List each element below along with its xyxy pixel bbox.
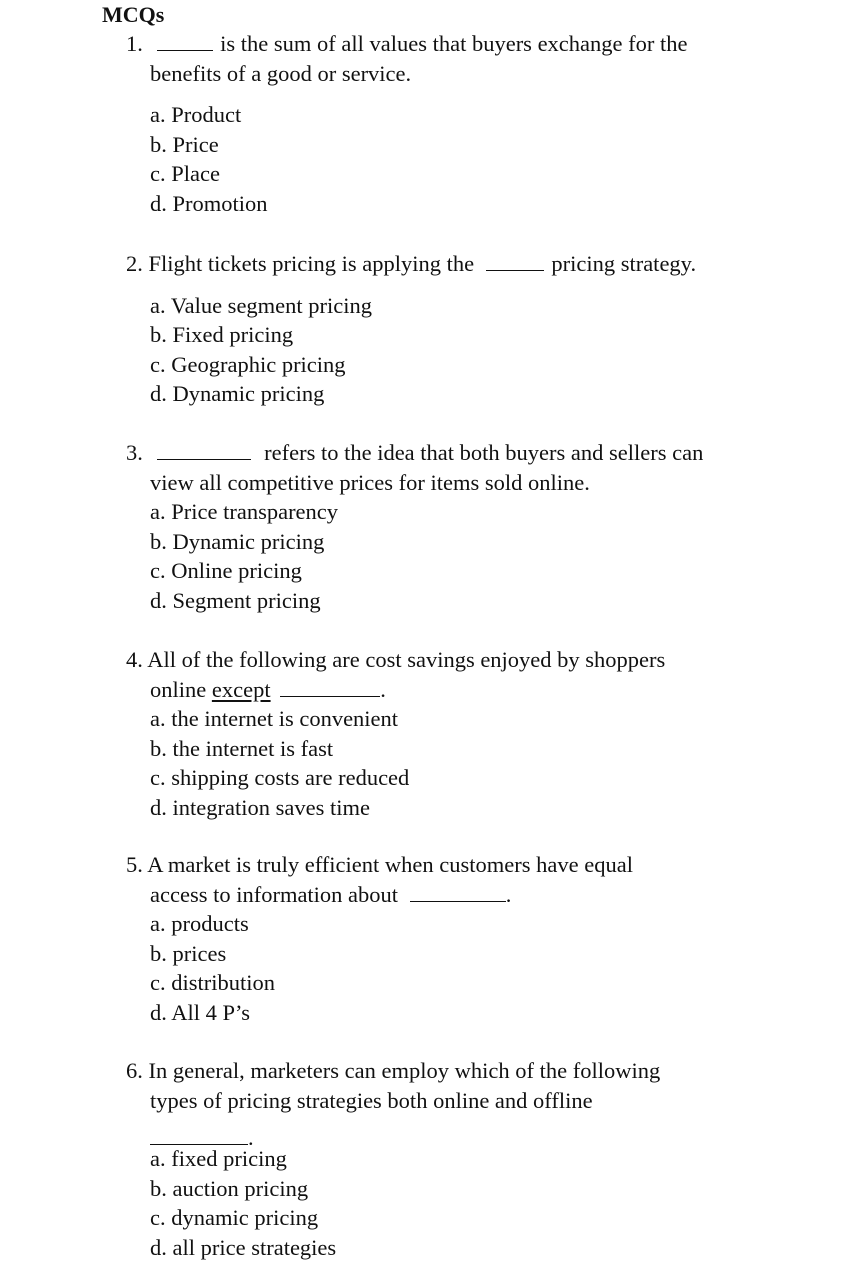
answer-blank — [280, 678, 380, 697]
option-a: a. Product — [150, 102, 242, 127]
option-c: c. shipping costs are reduced — [150, 765, 410, 790]
option-d: d. Promotion — [150, 190, 268, 216]
question-6-line-2: types of pricing strategies both online and offline — [150, 1087, 593, 1113]
option-b: b. prices — [150, 940, 227, 966]
option-c: c. Place — [150, 161, 220, 186]
question-4-line-2 — [126, 675, 665, 705]
option-c: c. Geographic pricing — [150, 351, 346, 377]
option-a: a. products — [150, 911, 249, 936]
answer-blank — [150, 1126, 248, 1145]
question-3 — [126, 438, 703, 615]
option-a: a. Value segment pricing — [150, 292, 373, 318]
option-c: c. dynamic pricing — [150, 1205, 319, 1230]
option-c: c. distribution — [150, 970, 275, 995]
option-d: d. Dynamic pricing — [150, 381, 325, 406]
option-c: c. Online pricing — [150, 558, 302, 583]
question-4-period: . — [380, 676, 386, 702]
question-5-line-1: 5. A market is truly efficient when customers have equal — [126, 852, 633, 877]
question-1 — [126, 29, 687, 218]
answer-blank — [157, 32, 213, 51]
question-2-line-1 — [126, 249, 696, 279]
option-b: b. Dynamic pricing — [150, 528, 325, 554]
option-d: d. all price strategies — [150, 1234, 337, 1260]
question-1-line-1 — [126, 29, 687, 59]
option-d: d. All 4 P’s — [150, 999, 251, 1025]
question-4-text-before: online — [150, 676, 207, 702]
question-3-text: refers to the idea that both buyers and sellers can — [264, 440, 704, 465]
option-b: b. Price — [150, 131, 219, 157]
question-4 — [126, 645, 665, 822]
answer-blank — [157, 441, 251, 460]
question-1-number: 1. — [126, 31, 143, 56]
question-4-line-1: 4. All of the following are cost savings enjoyed by shoppers — [126, 647, 666, 672]
question-2-text-before: 2. Flight tickets pricing is applying the — [126, 251, 475, 276]
question-5-text-before: access to information about — [150, 881, 399, 907]
question-2 — [126, 249, 696, 409]
option-b: b. auction pricing — [150, 1175, 309, 1201]
option-d: d. integration saves time — [150, 794, 370, 820]
option-b: b. Fixed pricing — [150, 322, 294, 347]
question-3-line-2: view all competitive prices for items sold online. — [150, 469, 590, 495]
question-4-underlined-word: except — [211, 676, 271, 702]
option-a: a. Price transparency — [150, 499, 339, 524]
question-5 — [126, 850, 633, 1027]
option-a: a. the internet is convenient — [150, 706, 399, 731]
option-b: b. the internet is fast — [150, 735, 334, 761]
question-2-text-after: pricing strategy. — [551, 251, 697, 276]
question-5-period: . — [505, 881, 512, 907]
answer-blank — [486, 252, 544, 271]
answer-blank — [410, 883, 506, 902]
question-3-number: 3. — [126, 440, 143, 465]
question-1-line-2: benefits of a good or service. — [150, 60, 412, 86]
page-title: MCQs — [102, 2, 165, 27]
question-5-line-2 — [126, 880, 633, 910]
option-d: d. Segment pricing — [150, 587, 321, 613]
question-6-period: . — [248, 1125, 254, 1150]
question-6-line-1: 6. In general, marketers can employ which of the following — [126, 1058, 661, 1083]
question-3-line-1 — [126, 438, 703, 468]
question-6 — [126, 1056, 660, 1262]
option-a: a. fixed pricing — [150, 1146, 287, 1171]
question-1-text: is the sum of all values that buyers exchange for the — [220, 31, 688, 56]
